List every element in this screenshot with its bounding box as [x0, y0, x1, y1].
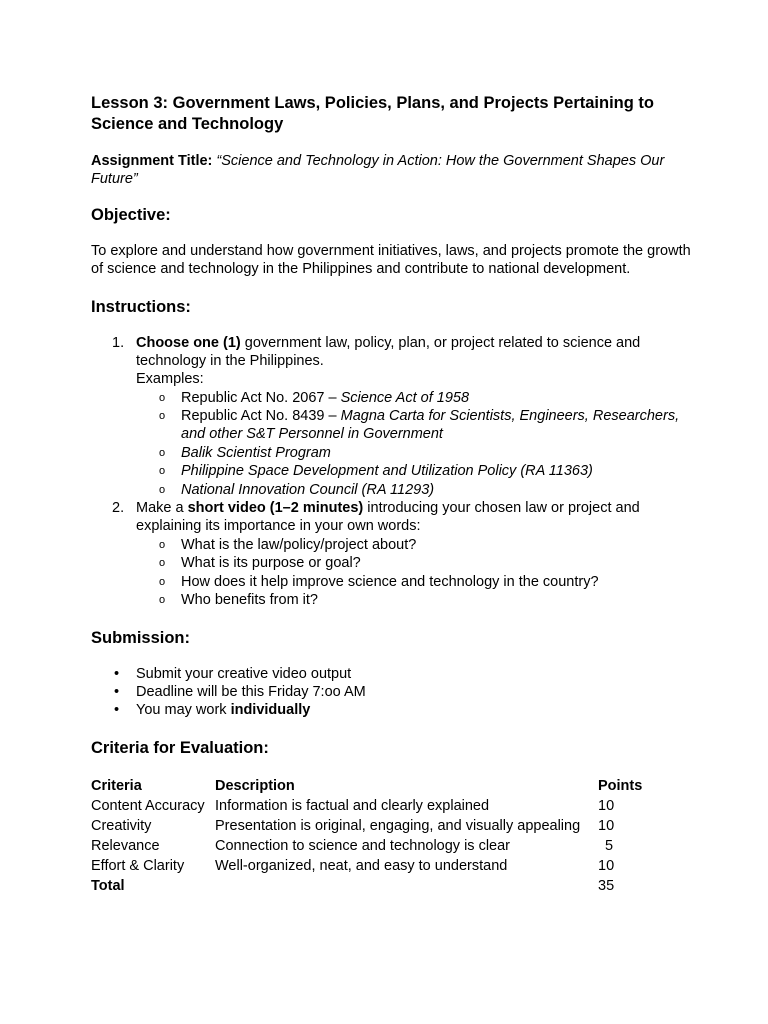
table-cell: Relevance: [91, 838, 160, 854]
sub-bullet: o: [159, 446, 166, 459]
sub-bullet: o: [159, 575, 166, 588]
bullet-icon: •: [114, 666, 120, 682]
column-header: Criteria: [91, 778, 142, 794]
example-item: [136, 462, 691, 480]
sub-bullet: o: [159, 557, 166, 569]
sub-bullet: o: [159, 410, 166, 422]
table-cell: Creativity: [91, 818, 152, 834]
question-item: [136, 536, 691, 554]
table-cell: 10: [598, 858, 615, 874]
sub-bullet: o: [159, 594, 166, 606]
instruction-step-2: [91, 499, 691, 609]
step-number: 1.: [112, 335, 125, 351]
submission-heading: Submission:: [91, 629, 191, 647]
table-cell: 10: [598, 798, 615, 814]
question-text: What is the law/policy/project about?: [181, 536, 417, 553]
table-cell: Content Accuracy: [91, 798, 205, 814]
table-cell: Information is factual and clearly explained: [215, 798, 490, 814]
objective-heading: Objective:: [91, 206, 171, 224]
example-italic: Magna Carta for Scientists, Engineers, Researchers, and other S&T Personnel in Government: [181, 408, 680, 442]
question-text: Who benefits from it?: [181, 592, 318, 608]
step-1-text: government law, policy, plan, or project related to science and technology in the Philippines.: [136, 335, 641, 369]
step-number: 2.: [112, 500, 125, 516]
bullet-icon: •: [114, 684, 120, 700]
table-cell-empty: [215, 876, 598, 896]
submission-text: Submit your creative video output: [136, 666, 352, 682]
instruction-step-1: [91, 334, 691, 499]
table-cell: Effort & Clarity: [91, 858, 185, 874]
table-row: [91, 836, 665, 856]
submission-bold: individually: [230, 702, 311, 718]
total-label: Total: [91, 878, 125, 894]
question-text: What is its purpose or goal?: [181, 555, 361, 571]
submission-text: Deadline will be this Friday 7:oo AM: [136, 684, 366, 700]
criteria-table: [91, 776, 665, 896]
step-2-text: introducing your chosen law or project and explaining its importance in your own words:: [136, 500, 640, 534]
question-item: [136, 554, 691, 572]
table-row: [91, 816, 665, 836]
example-italic: Balik Scientist Program: [181, 444, 331, 461]
sub-bullet: o: [159, 538, 166, 551]
submission-list: [91, 665, 691, 719]
example-item: [136, 407, 691, 443]
instructions-list: [91, 334, 691, 609]
column-header: Description: [215, 778, 295, 794]
table-header-row: [91, 776, 665, 796]
objective-text: To explore and understand how government initiatives, laws, and projects promote the growth of science and technology in the Philippines and contribute to national development.: [91, 243, 691, 277]
example-plain: Republic Act No. 8439 –: [181, 408, 341, 424]
instructions-heading: Instructions:: [91, 298, 191, 316]
total-value: 35: [598, 878, 615, 894]
bullet-icon: •: [114, 702, 120, 718]
assignment-label: Assignment Title:: [91, 153, 213, 169]
assignment-value: “Science and Technology in Action: How the Government Shapes Our Future”: [91, 153, 665, 187]
step-2-bold: short video (1–2 minutes): [187, 500, 364, 516]
assignment-title: [91, 152, 691, 188]
submission-item: [91, 683, 691, 701]
examples-label: Examples:: [136, 371, 204, 387]
example-item: [136, 444, 691, 462]
submission-item: [91, 701, 691, 719]
example-italic: Philippine Space Development and Utilization Policy (RA 11363): [181, 463, 593, 479]
table-cell: 10: [598, 818, 615, 834]
example-italic: Science Act of 1958: [340, 389, 470, 406]
question-item: [136, 573, 691, 591]
criteria-heading: Criteria for Evaluation:: [91, 739, 269, 757]
table-total-row: [91, 876, 665, 896]
step-1-bold: Choose one (1): [136, 335, 241, 351]
submission-item: [91, 665, 691, 683]
example-plain: Republic Act No. 2067 –: [181, 389, 341, 406]
question-text: How does it help improve science and technology in the country?: [181, 573, 599, 590]
question-item: [136, 591, 691, 609]
table-cell: Presentation is original, engaging, and visually appealing: [215, 818, 581, 834]
questions-list: [136, 536, 691, 610]
document-page: [91, 93, 691, 896]
table-cell: Well-organized, neat, and easy to understand: [215, 858, 508, 874]
table-row: [91, 796, 665, 816]
sub-bullet: o: [159, 391, 166, 404]
step-2-pre: Make a: [136, 500, 188, 516]
example-italic: National Innovation Council (RA 11293): [181, 481, 435, 498]
lesson-title: Lesson 3: Government Laws, Policies, Plans, and Projects Pertaining to Science and Technology: [91, 94, 654, 133]
submission-text: You may work: [136, 702, 231, 718]
sub-bullet: o: [159, 465, 166, 477]
example-item: [136, 389, 691, 407]
table-row: [91, 856, 665, 876]
column-header: Points: [598, 778, 643, 794]
examples-list: [136, 389, 691, 499]
table-cell: 5: [605, 838, 614, 854]
sub-bullet: o: [159, 483, 166, 496]
example-item: [136, 481, 691, 499]
table-cell: Connection to science and technology is clear: [215, 838, 511, 854]
